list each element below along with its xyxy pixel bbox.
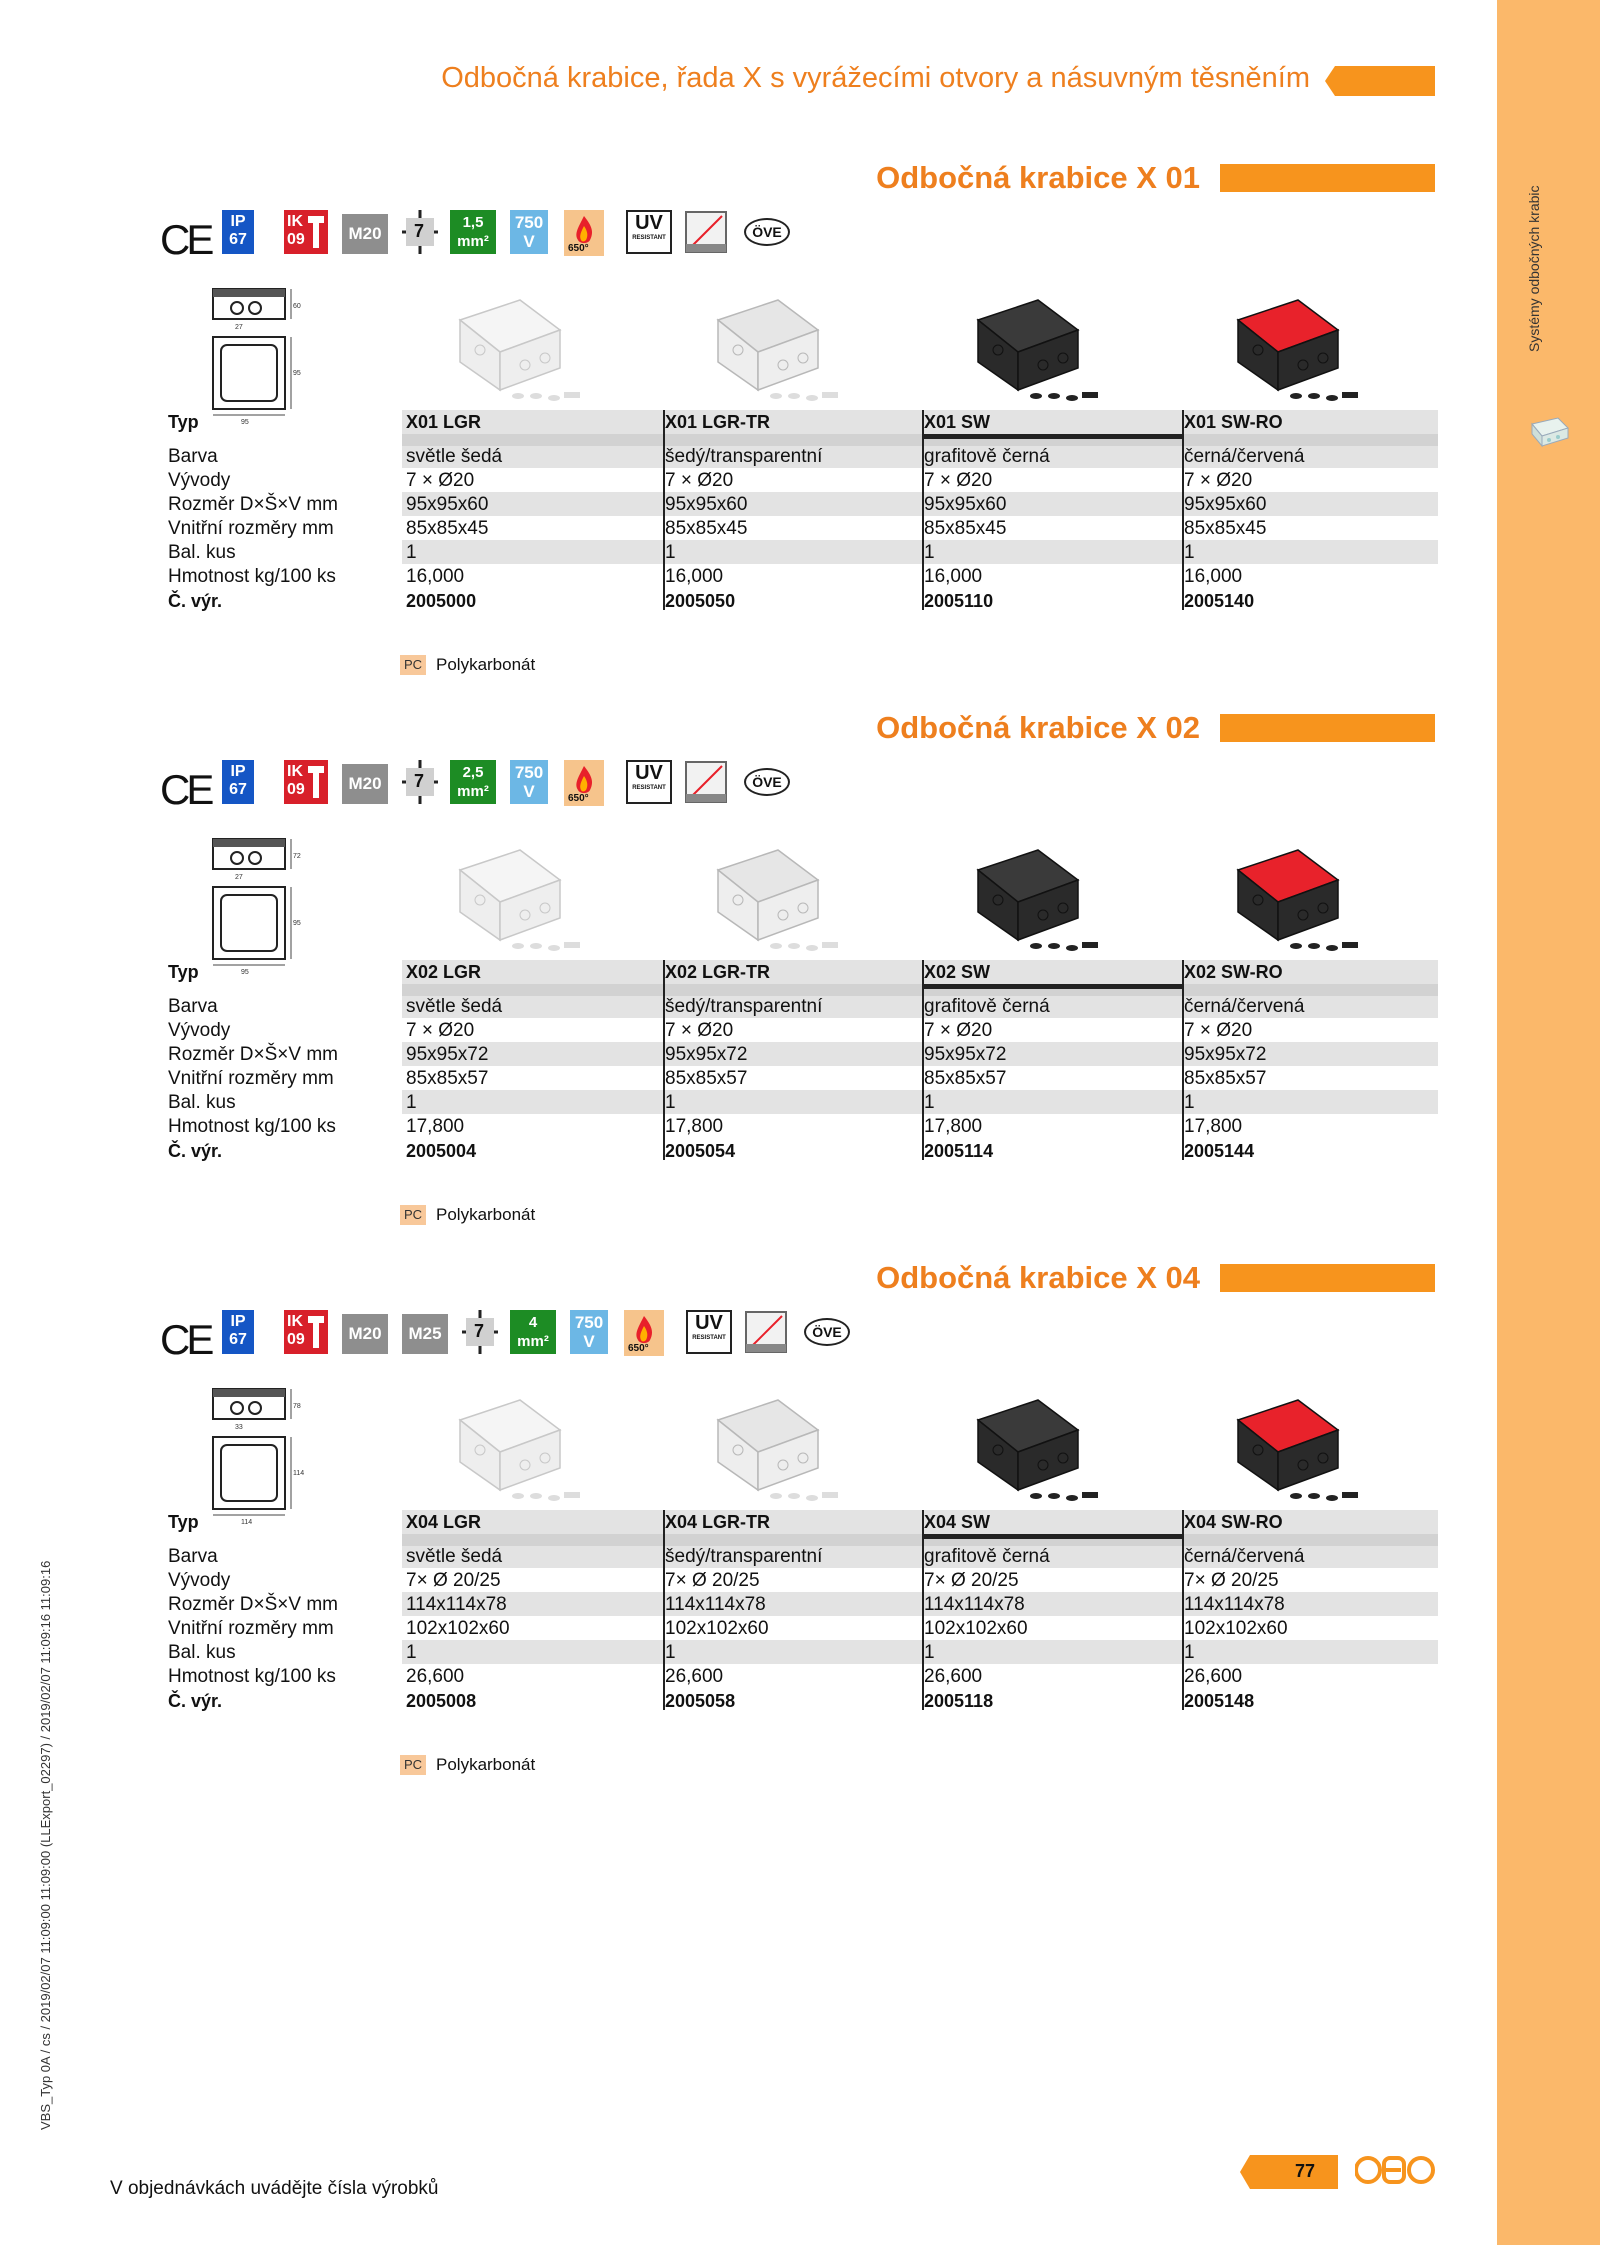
document-meta: VBS_Typ 0A / cs / 2019/02/07 11:09:00 11:09:00 (LLExport_02297) / 2019/02/07 11:09:16 11:09:16 bbox=[38, 1560, 53, 2130]
table-cell: 1 bbox=[924, 1092, 935, 1113]
row-label: Hmotnost kg/100 ks bbox=[168, 566, 336, 587]
table-row bbox=[168, 995, 1438, 1019]
row-label: Č. výr. bbox=[168, 1691, 223, 1711]
row-label: Bal. kus bbox=[168, 1092, 236, 1113]
technical-drawing bbox=[205, 1387, 315, 1527]
table-cell: X01 SW-RO bbox=[1184, 412, 1283, 432]
table-cell: 7× Ø 20/25 bbox=[665, 1570, 760, 1591]
section-title: Odbočná krabice X 02 bbox=[876, 710, 1200, 745]
knockout-count-icon bbox=[462, 1310, 498, 1354]
technical-drawing bbox=[205, 287, 315, 427]
ik-value: 09 bbox=[287, 1331, 305, 1348]
table-cell: 2005148 bbox=[1184, 1691, 1255, 1711]
drawing-width-label: 114 bbox=[293, 1470, 305, 1477]
table-cell: 85x85x57 bbox=[1184, 1068, 1267, 1089]
table-cell: 85x85x45 bbox=[406, 518, 489, 539]
table-cell: 7 × Ø20 bbox=[924, 470, 993, 491]
table-cell: 7 × Ø20 bbox=[1184, 470, 1253, 491]
glow-wire-value: 650° bbox=[628, 1343, 649, 1354]
table-cell: X01 SW bbox=[924, 412, 991, 432]
voltage-icon bbox=[510, 210, 548, 254]
table-cell: 102x102x60 bbox=[406, 1618, 510, 1639]
drawing-height-label: 72 bbox=[293, 853, 301, 860]
table-row bbox=[168, 410, 1438, 434]
table-cell: 7 × Ø20 bbox=[406, 1020, 475, 1041]
table-cell: 7 × Ø20 bbox=[924, 1020, 993, 1041]
uv-sub: RESISTANT bbox=[632, 785, 666, 791]
page-title: Odbočná krabice, řada X s vyrážecími otvory a násuvným těsněním bbox=[441, 62, 1310, 94]
page-number bbox=[1240, 2155, 1340, 2189]
table-cell: 1 bbox=[406, 1642, 417, 1663]
table-cell: 7× Ø 20/25 bbox=[924, 1570, 1019, 1591]
drawing-knockout-label: 27 bbox=[235, 874, 243, 881]
table-cell: 85x85x57 bbox=[924, 1068, 1007, 1089]
table-cell: šedý/transparentní bbox=[665, 1546, 823, 1567]
table-cell: X02 LGR-TR bbox=[665, 962, 771, 982]
table-cell: 114x114x78 bbox=[1184, 1594, 1285, 1615]
knockout-count: 7 bbox=[414, 221, 425, 241]
cross-section-icon bbox=[450, 210, 496, 254]
table-cell: 95x95x60 bbox=[1184, 494, 1267, 515]
table-cell: černá/červená bbox=[1184, 446, 1305, 467]
glow-wire-650-icon bbox=[624, 1310, 664, 1356]
table-cell: šedý/transparentní bbox=[665, 446, 823, 467]
cross-section-unit: mm² bbox=[457, 783, 489, 800]
table-cell: 114x114x78 bbox=[406, 1594, 507, 1615]
hammer-icon bbox=[308, 766, 324, 798]
page-tab-shape bbox=[1240, 2155, 1340, 2189]
row-label: Barva bbox=[168, 1546, 218, 1567]
uv-sub: RESISTANT bbox=[632, 235, 666, 241]
product-section bbox=[0, 160, 1497, 700]
uv-sub: RESISTANT bbox=[692, 1335, 726, 1341]
material-note bbox=[400, 1755, 700, 1781]
product-photo bbox=[440, 830, 590, 960]
table-cell: X04 LGR-TR bbox=[665, 1512, 771, 1532]
cross-section-icon bbox=[450, 760, 496, 804]
product-photo bbox=[698, 280, 848, 410]
table-cell: 16,000 bbox=[665, 566, 724, 587]
table-cell: 102x102x60 bbox=[1184, 1618, 1288, 1639]
table-cell: 1 bbox=[1184, 542, 1195, 563]
table-cell: X01 LGR-TR bbox=[665, 412, 771, 432]
row-label: Bal. kus bbox=[168, 1642, 236, 1663]
hammer-icon bbox=[308, 216, 324, 248]
table-cell: X02 SW-RO bbox=[1184, 962, 1283, 982]
row-label: Typ bbox=[168, 962, 199, 982]
cross-section-value: 2,5 bbox=[462, 764, 484, 781]
table-cell: X04 SW-RO bbox=[1184, 1512, 1283, 1532]
knockout-count-icon bbox=[402, 210, 438, 254]
row-label: Vnitřní rozměry mm bbox=[168, 518, 334, 539]
ik-label: IK bbox=[287, 213, 303, 230]
table-cell: 26,600 bbox=[665, 1666, 724, 1687]
table-cell: černá/červená bbox=[1184, 996, 1305, 1017]
table-row bbox=[168, 445, 1438, 469]
product-section bbox=[0, 710, 1497, 1250]
column-highlight-bar bbox=[924, 1534, 1182, 1539]
column-highlight-bar bbox=[924, 984, 1182, 989]
table-cell: 2005004 bbox=[406, 1141, 477, 1161]
table-cell: 7 × Ø20 bbox=[1184, 1020, 1253, 1041]
voltage-icon bbox=[510, 760, 548, 804]
cross-section-unit: mm² bbox=[517, 1333, 549, 1350]
table-cell: 95x95x72 bbox=[1184, 1044, 1267, 1065]
row-label: Vnitřní rozměry mm bbox=[168, 1618, 334, 1639]
uv-label: UV bbox=[695, 1312, 723, 1334]
table-cell: 2005144 bbox=[1184, 1141, 1255, 1161]
table-cell: 1 bbox=[665, 1642, 676, 1663]
material-code: PC bbox=[400, 655, 426, 675]
table-row bbox=[168, 1665, 1438, 1689]
table-cell: 1 bbox=[924, 542, 935, 563]
table-cell: 17,800 bbox=[1184, 1116, 1243, 1137]
table-cell: 114x114x78 bbox=[924, 1594, 1025, 1615]
table-cell: 26,600 bbox=[924, 1666, 983, 1687]
table-cell: 7 × Ø20 bbox=[406, 470, 475, 491]
thread-m20-icon: M20 bbox=[342, 1314, 388, 1354]
voltage-value: 750 bbox=[514, 763, 544, 782]
material-note bbox=[400, 655, 700, 681]
material-name: Polykarbonát bbox=[436, 1755, 536, 1774]
row-label: Typ bbox=[168, 1512, 199, 1532]
cross-section-value: 1,5 bbox=[462, 214, 484, 231]
page-number-text: 77 bbox=[1295, 2161, 1316, 2181]
voltage-unit: V bbox=[523, 782, 535, 801]
ip67-icon bbox=[222, 760, 254, 804]
row-label: Typ bbox=[168, 412, 199, 432]
ik09-icon bbox=[284, 210, 328, 254]
table-cell: 85x85x57 bbox=[406, 1068, 489, 1089]
table-cell: 85x85x45 bbox=[924, 518, 1007, 539]
table-cell: 95x95x60 bbox=[665, 494, 748, 515]
voltage-unit: V bbox=[583, 1332, 595, 1351]
table-cell: šedý/transparentní bbox=[665, 996, 823, 1017]
obo-logo bbox=[1355, 2155, 1435, 2185]
row-label: Hmotnost kg/100 ks bbox=[168, 1666, 336, 1687]
table-cell: 95x95x72 bbox=[665, 1044, 748, 1065]
table-cell: 17,800 bbox=[665, 1116, 724, 1137]
table-cell: 95x95x72 bbox=[924, 1044, 1007, 1065]
ik-value: 09 bbox=[287, 231, 305, 248]
table-cell: 16,000 bbox=[924, 566, 983, 587]
uv-label: UV bbox=[635, 762, 663, 784]
table-cell: X02 SW bbox=[924, 962, 991, 982]
table-row bbox=[168, 1043, 1438, 1067]
row-label: Vývody bbox=[168, 470, 231, 491]
table-cell: 102x102x60 bbox=[924, 1618, 1028, 1639]
ip-label: IP bbox=[230, 1313, 246, 1330]
row-label: Č. výr. bbox=[168, 1141, 223, 1161]
table-row bbox=[168, 1510, 1438, 1534]
halogen-free-icon bbox=[744, 1310, 788, 1354]
table-row bbox=[168, 541, 1438, 565]
table-row bbox=[168, 1569, 1438, 1593]
product-photo bbox=[1218, 1380, 1368, 1510]
ik-value: 09 bbox=[287, 781, 305, 798]
column-divider bbox=[922, 410, 924, 610]
drawing-length-label: 95 bbox=[241, 419, 249, 426]
table-row bbox=[168, 1139, 1438, 1163]
junction-box-icon bbox=[1528, 414, 1570, 450]
halogen-free-icon bbox=[684, 760, 728, 804]
table-cell: 2005000 bbox=[406, 591, 477, 611]
table-row bbox=[168, 1593, 1438, 1617]
ove-mark-icon: ÖVE bbox=[744, 218, 790, 246]
table-cell: 7 × Ø20 bbox=[665, 470, 734, 491]
product-photo bbox=[440, 1380, 590, 1510]
column-divider bbox=[1182, 410, 1184, 610]
ik-label: IK bbox=[287, 763, 303, 780]
row-label: Vývody bbox=[168, 1570, 231, 1591]
product-photo bbox=[698, 830, 848, 960]
column-divider bbox=[922, 960, 924, 1160]
table-cell: X04 SW bbox=[924, 1512, 991, 1532]
voltage-icon bbox=[570, 1310, 608, 1354]
table-cell: 114x114x78 bbox=[665, 1594, 766, 1615]
table-row bbox=[168, 1091, 1438, 1115]
table-cell: 2005054 bbox=[665, 1141, 736, 1161]
table-row bbox=[168, 1067, 1438, 1091]
table-row bbox=[168, 1019, 1438, 1043]
halogen-free-symbol bbox=[744, 1310, 788, 1354]
table-cell: grafitově černá bbox=[924, 1546, 1050, 1567]
product-photo bbox=[958, 280, 1108, 410]
row-label: Vnitřní rozměry mm bbox=[168, 1068, 334, 1089]
material-name: Polykarbonát bbox=[436, 655, 536, 674]
row-label: Barva bbox=[168, 446, 218, 467]
ip67-icon bbox=[222, 210, 254, 254]
drawing-height-label: 60 bbox=[293, 303, 301, 310]
cross-section-value: 4 bbox=[528, 1314, 538, 1331]
uv-label: UV bbox=[635, 212, 663, 234]
table-cell: 26,600 bbox=[1184, 1666, 1243, 1687]
product-photo bbox=[958, 830, 1108, 960]
table-cell: 102x102x60 bbox=[665, 1618, 769, 1639]
drawing-width-label: 95 bbox=[293, 920, 301, 927]
knockout-count: 7 bbox=[474, 1321, 485, 1341]
product-section bbox=[0, 1260, 1497, 1800]
row-label: Rozměr D×Š×V mm bbox=[168, 1044, 338, 1065]
table-cell: 17,800 bbox=[924, 1116, 983, 1137]
table-row bbox=[168, 589, 1438, 613]
table-cell: 95x95x72 bbox=[406, 1044, 489, 1065]
table-cell: 2005118 bbox=[924, 1691, 994, 1711]
column-highlight-bar bbox=[924, 434, 1182, 439]
ip-value: 67 bbox=[229, 781, 247, 798]
table-cell: 95x95x60 bbox=[924, 494, 1007, 515]
glow-wire-650-icon bbox=[564, 210, 604, 256]
table-cell: 85x85x45 bbox=[665, 518, 748, 539]
table-cell: 1 bbox=[665, 1092, 676, 1113]
drawing-knockout-label: 33 bbox=[235, 1424, 243, 1431]
table-cell: 7× Ø 20/25 bbox=[1184, 1570, 1279, 1591]
table-row bbox=[168, 960, 1438, 984]
column-divider bbox=[1182, 1510, 1184, 1710]
cross-section-icon bbox=[510, 1310, 556, 1354]
table-cell: světle šedá bbox=[406, 996, 503, 1017]
material-code: PC bbox=[400, 1755, 426, 1775]
table-row bbox=[168, 1641, 1438, 1665]
uv-resistant-icon bbox=[686, 1310, 732, 1354]
ce-mark-icon: CE bbox=[160, 766, 211, 813]
column-divider bbox=[663, 1510, 665, 1710]
section-title: Odbočná krabice X 01 bbox=[876, 160, 1200, 195]
product-photo bbox=[440, 280, 590, 410]
ip-label: IP bbox=[230, 763, 246, 780]
table-cell: černá/červená bbox=[1184, 1546, 1305, 1567]
table-cell: 2005114 bbox=[924, 1141, 994, 1161]
ce-mark-icon: CE bbox=[160, 1316, 211, 1363]
table-cell: grafitově černá bbox=[924, 446, 1050, 467]
footer-note: V objednávkách uvádějte čísla výrobků bbox=[110, 2178, 439, 2199]
table-cell: X02 LGR bbox=[406, 962, 482, 982]
row-label: Bal. kus bbox=[168, 542, 236, 563]
column-divider bbox=[663, 960, 665, 1160]
table-row bbox=[168, 565, 1438, 589]
table-cell: 2005110 bbox=[924, 591, 994, 611]
table-cell: X01 LGR bbox=[406, 412, 482, 432]
table-cell: 85x85x45 bbox=[1184, 518, 1267, 539]
voltage-unit: V bbox=[523, 232, 535, 251]
table-cell: 2005058 bbox=[665, 1691, 736, 1711]
table-cell: 7× Ø 20/25 bbox=[406, 1570, 501, 1591]
table-row bbox=[168, 469, 1438, 493]
table-cell: 1 bbox=[406, 542, 417, 563]
sidebar bbox=[1497, 0, 1600, 2245]
table-cell: 16,000 bbox=[1184, 566, 1243, 587]
table-cell: 2005050 bbox=[665, 591, 736, 611]
ove-mark-icon: ÖVE bbox=[744, 768, 790, 796]
table-row bbox=[168, 1545, 1438, 1569]
section-title-bar bbox=[1220, 164, 1435, 192]
section-title-bar bbox=[1220, 1264, 1435, 1292]
thread-m25-icon: M25 bbox=[402, 1314, 448, 1354]
ik09-icon bbox=[284, 1310, 328, 1354]
ce-mark-icon: CE bbox=[160, 216, 211, 263]
row-label: Rozměr D×Š×V mm bbox=[168, 1594, 338, 1615]
drawing-width-label: 95 bbox=[293, 370, 301, 377]
table-cell: 95x95x60 bbox=[406, 494, 489, 515]
table-cell: 1 bbox=[924, 1642, 935, 1663]
column-divider bbox=[663, 410, 665, 610]
knockout-count-icon bbox=[402, 760, 438, 804]
ik09-icon bbox=[284, 760, 328, 804]
table-cell: 2005008 bbox=[406, 1691, 477, 1711]
table-row bbox=[168, 517, 1438, 541]
row-label: Č. výr. bbox=[168, 591, 223, 611]
row-label: Vývody bbox=[168, 1020, 231, 1041]
product-photo bbox=[958, 1380, 1108, 1510]
halogen-free-icon bbox=[684, 210, 728, 254]
halogen-free-symbol bbox=[684, 210, 728, 254]
product-photo bbox=[698, 1380, 848, 1510]
header-arrow-icon bbox=[1325, 66, 1435, 96]
table-cell: 7 × Ø20 bbox=[665, 1020, 734, 1041]
table-row bbox=[168, 1689, 1438, 1713]
glow-wire-650-icon bbox=[564, 760, 604, 806]
section-title: Odbočná krabice X 04 bbox=[876, 1260, 1200, 1295]
drawing-length-label: 114 bbox=[241, 1519, 253, 1526]
product-photo bbox=[1218, 830, 1368, 960]
table-row bbox=[168, 1115, 1438, 1139]
table-row bbox=[168, 493, 1438, 517]
ip67-icon bbox=[222, 1310, 254, 1354]
row-label: Hmotnost kg/100 ks bbox=[168, 1116, 336, 1137]
thread-m20-icon: M20 bbox=[342, 764, 388, 804]
drawing-length-label: 95 bbox=[241, 969, 249, 976]
table-cell: grafitově černá bbox=[924, 996, 1050, 1017]
hammer-icon bbox=[308, 1316, 324, 1348]
voltage-value: 750 bbox=[514, 213, 544, 232]
drawing-height-label: 78 bbox=[293, 1403, 301, 1410]
row-label: Barva bbox=[168, 996, 218, 1017]
ip-value: 67 bbox=[229, 231, 247, 248]
product-photo bbox=[1218, 280, 1368, 410]
uv-resistant-icon bbox=[626, 760, 672, 804]
material-note bbox=[400, 1205, 700, 1231]
table-cell: 1 bbox=[665, 542, 676, 563]
uv-resistant-icon bbox=[626, 210, 672, 254]
table-cell: 17,800 bbox=[406, 1116, 465, 1137]
glow-wire-value: 650° bbox=[568, 243, 589, 254]
table-cell: 2005140 bbox=[1184, 591, 1255, 611]
ove-mark-icon: ÖVE bbox=[804, 1318, 850, 1346]
section-title-bar bbox=[1220, 714, 1435, 742]
technical-drawing bbox=[205, 837, 315, 977]
table-row bbox=[168, 1617, 1438, 1641]
material-name: Polykarbonát bbox=[436, 1205, 536, 1224]
ip-value: 67 bbox=[229, 1331, 247, 1348]
cross-section-unit: mm² bbox=[457, 233, 489, 250]
thread-m20-icon: M20 bbox=[342, 214, 388, 254]
voltage-value: 750 bbox=[574, 1313, 604, 1332]
ip-label: IP bbox=[230, 213, 246, 230]
table-cell: 1 bbox=[1184, 1642, 1195, 1663]
row-label: Rozměr D×Š×V mm bbox=[168, 494, 338, 515]
drawing-knockout-label: 27 bbox=[235, 324, 243, 331]
table-cell: 26,600 bbox=[406, 1666, 465, 1687]
table-cell: X04 LGR bbox=[406, 1512, 482, 1532]
table-cell: světle šedá bbox=[406, 1546, 503, 1567]
material-code: PC bbox=[400, 1205, 426, 1225]
column-divider bbox=[1182, 960, 1184, 1160]
table-cell: 85x85x57 bbox=[665, 1068, 748, 1089]
sidebar-label: Systémy odbočných krabic bbox=[1526, 185, 1542, 352]
table-cell: 16,000 bbox=[406, 566, 465, 587]
knockout-count: 7 bbox=[414, 771, 425, 791]
ik-label: IK bbox=[287, 1313, 303, 1330]
glow-wire-value: 650° bbox=[568, 793, 589, 804]
column-divider bbox=[922, 1510, 924, 1710]
table-cell: světle šedá bbox=[406, 446, 503, 467]
halogen-free-symbol bbox=[684, 760, 728, 804]
table-cell: 1 bbox=[406, 1092, 417, 1113]
table-cell: 1 bbox=[1184, 1092, 1195, 1113]
